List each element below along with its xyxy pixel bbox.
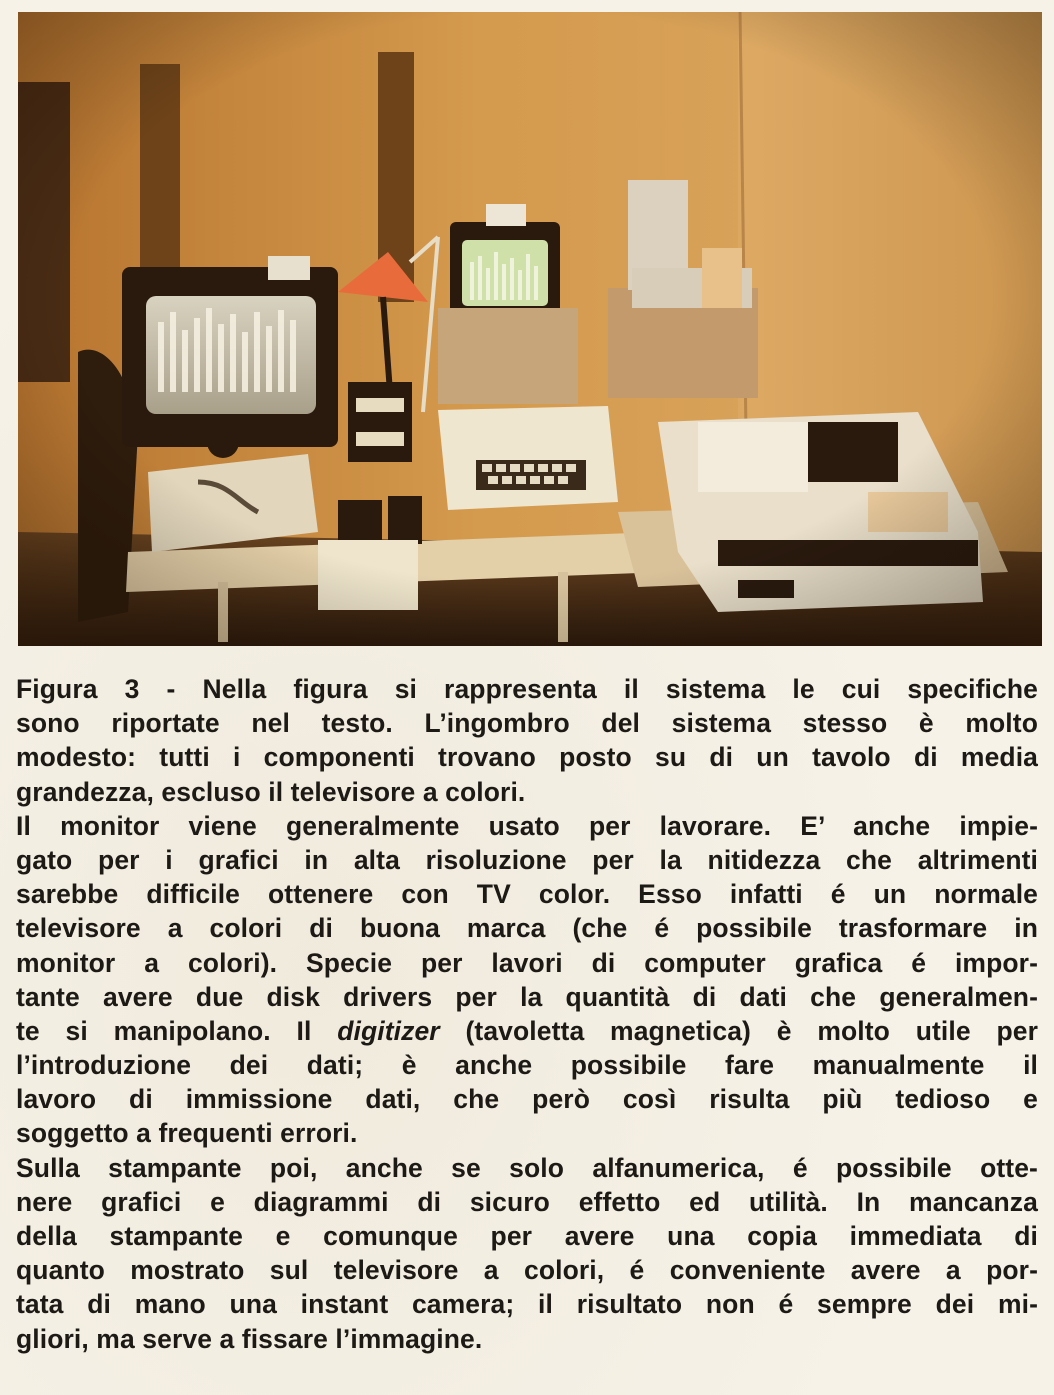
caption-line-8: televisore a colori di buona marca (che é possibile trasformare in: [16, 913, 1038, 944]
caption-line-4: grandezza, escluso il televisore a colori.: [16, 776, 526, 807]
caption-line-17: della stampante e comunque per avere una copia immediata di: [16, 1221, 1038, 1251]
caption-line-2: sono riportate nel testo. L’ingombro del sistema stesso è molto: [16, 708, 1038, 739]
caption-line-16: nere grafici e diagrammi di sicuro effetto ed utilità. In mancanza: [16, 1186, 1038, 1217]
caption-line-1: Figura 3 - Nella figura si rappresenta il sistema le cui specifiche: [16, 674, 1038, 704]
figure-caption: [16, 672, 1038, 1356]
caption-line-6: gato per i grafici in alta risoluzione per la nitidezza che altrimenti: [16, 844, 1038, 875]
caption-line-11: [16, 1014, 1038, 1048]
caption-line-15: Sulla stampante poi, anche se solo alfanumerica, é possibile otte-: [16, 1152, 1038, 1183]
caption-line-7: sarebbe difficile ottenere con TV color. Esso infatti é un normale: [16, 879, 1038, 910]
caption-line-3: modesto: tutti i componenti trovano posto su di un tavolo di media: [16, 742, 1038, 773]
photo-illustration: [18, 12, 1042, 646]
caption-line-12: l’introduzione dei dati; è anche possibile fare manualmente il: [16, 1050, 1038, 1081]
caption-line-10: tante avere due disk drivers per la quantità di dati che generalmen-: [16, 981, 1038, 1012]
figure-photo-computer-system: [18, 12, 1042, 646]
caption-line-14: soggetto a frequenti errori.: [16, 1118, 358, 1149]
caption-term-digitizer: digitizer: [337, 1015, 440, 1046]
caption-line-9: monitor a colori). Specie per lavori di computer grafica é impor-: [16, 947, 1038, 978]
caption-line-19: tata di mano una instant camera; il risultato non é sempre dei mi-: [16, 1289, 1038, 1320]
caption-line-20: gliori, ma serve a fissare l’immagine.: [16, 1323, 483, 1354]
caption-line-18: quanto mostrato sul televisore a colori, é conveniente avere a por-: [16, 1255, 1038, 1286]
caption-line-11-after: (tavoletta magnetica) è molto utile per: [439, 1015, 1038, 1046]
caption-line-11-before: te si manipolano. Il: [16, 1015, 338, 1046]
caption-line-5: Il monitor viene generalmente usato per lavorare. E’ anche impie-: [16, 810, 1038, 841]
caption-line-13: lavoro di immissione dati, che però così risulta più tedioso e: [16, 1084, 1038, 1115]
